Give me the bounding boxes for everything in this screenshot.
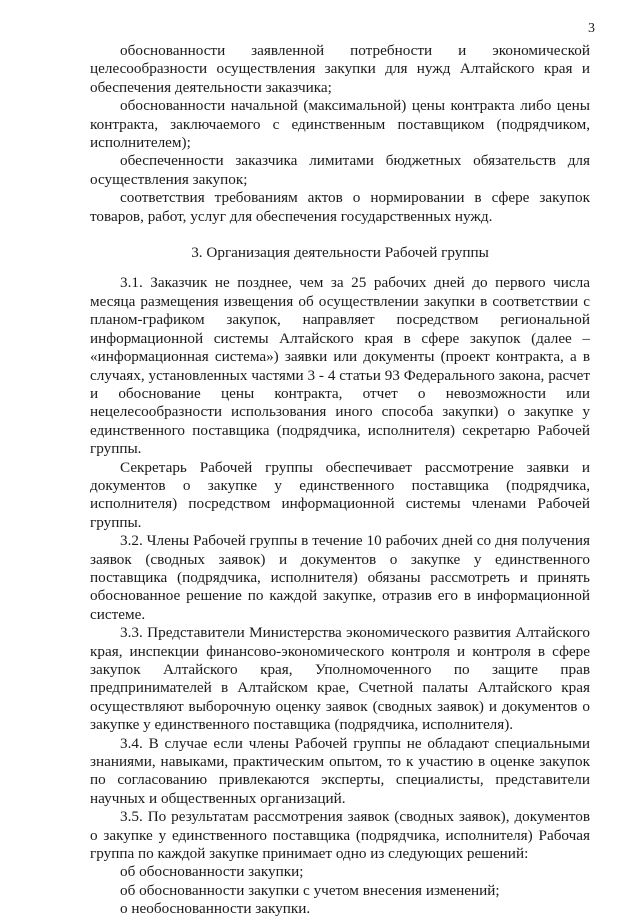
- paragraph-secretary: Секретарь Рабочей группы обеспечивает рассмотрение заявки и документов о закупке у единственного поставщика (подрядчика, исполнителя) посредством информационной системы членами Рабочей группы.: [90, 458, 590, 531]
- intro-item: обоснованности заявленной потребности и экономической целесообразности осуществления закупки для нужд Алтайского края и обеспечения деятельности заказчика;: [90, 42, 590, 96]
- paragraph-3-4: 3.4. В случае если члены Рабочей группы не обладают специальными знаниями, навыками, практическим опытом, то к участию в оценке закупок по согласованию привлекаются эксперты, специалисты, представители научных и общественных организаций.: [90, 734, 590, 807]
- decision-item: о необоснованности закупки.: [120, 900, 311, 918]
- decision-item: об обоснованности закупки;: [120, 863, 304, 881]
- intro-item: обеспеченности заказчика лимитами бюджетных обязательств для осуществления закупок;: [90, 152, 590, 188]
- intro-item: обоснованности начальной (максимальной) цены контракта либо цены контракта, заключаемого с единственным поставщиком (подрядчиком, исполнителем);: [90, 97, 590, 152]
- paragraph-3-3: 3.3. Представители Министерства экономического развития Алтайского края, инспекции финансово-экономического контроля и контроля в сфере закупок Алтайского края, Уполномоченного по защите прав предпринимателей в Алтайском крае, Счетной палаты Алтайского края осуществляют выборочную оценку заявок (сводных заявок) и документов о закупке у единственного поставщика (подрядчика, исполнителя).: [90, 624, 590, 734]
- paragraph-3-5: 3.5. По результатам рассмотрения заявок (сводных заявок), документов о закупке у единственного поставщика (подрядчика, исполнителя) Рабочая группа по каждой закупке принимает одно из следующих решений:: [90, 808, 590, 863]
- paragraph-3-2: 3.2. Члены Рабочей группы в течение 10 рабочих дней со дня получения заявок (сводных заявок) и документов о закупке у единственного поставщика (подрядчика, исполнителя) обязаны рассмотреть и принять обоснованное решение по каждой закупке, отразив его в информационной системе.: [90, 532, 590, 623]
- decision-item: об обоснованности закупки с учетом внесения изменений;: [120, 881, 500, 899]
- page-number: 3: [588, 21, 595, 36]
- document-body: [90, 42, 590, 919]
- paragraph-3-1: 3.1. Заказчик не позднее, чем за 25 рабочих дней до первого числа месяца размещения извещения об осуществлении закупки в соответствии с планом-графиком закупок, направляет посредством региональной информационной системы Алтайского края в сфере закупок (далее – «информационная система») заявки или документы (проект контракта, а в случаях, установленных частями 3 - 4 статьи 93 Федерального закона, расчет и обоснование цены контракта, отчет о невозможности или нецелесообразности использования иного способа закупки) о закупке у единственного поставщика (подрядчика, исполнителя) секретарю Рабочей группы.: [90, 274, 590, 458]
- intro-item: соответствия требованиям актов о нормировании в сфере закупок товаров, работ, услуг для обеспечения государственных нужд.: [90, 189, 590, 225]
- section-heading: 3. Организация деятельности Рабочей группы: [191, 244, 489, 262]
